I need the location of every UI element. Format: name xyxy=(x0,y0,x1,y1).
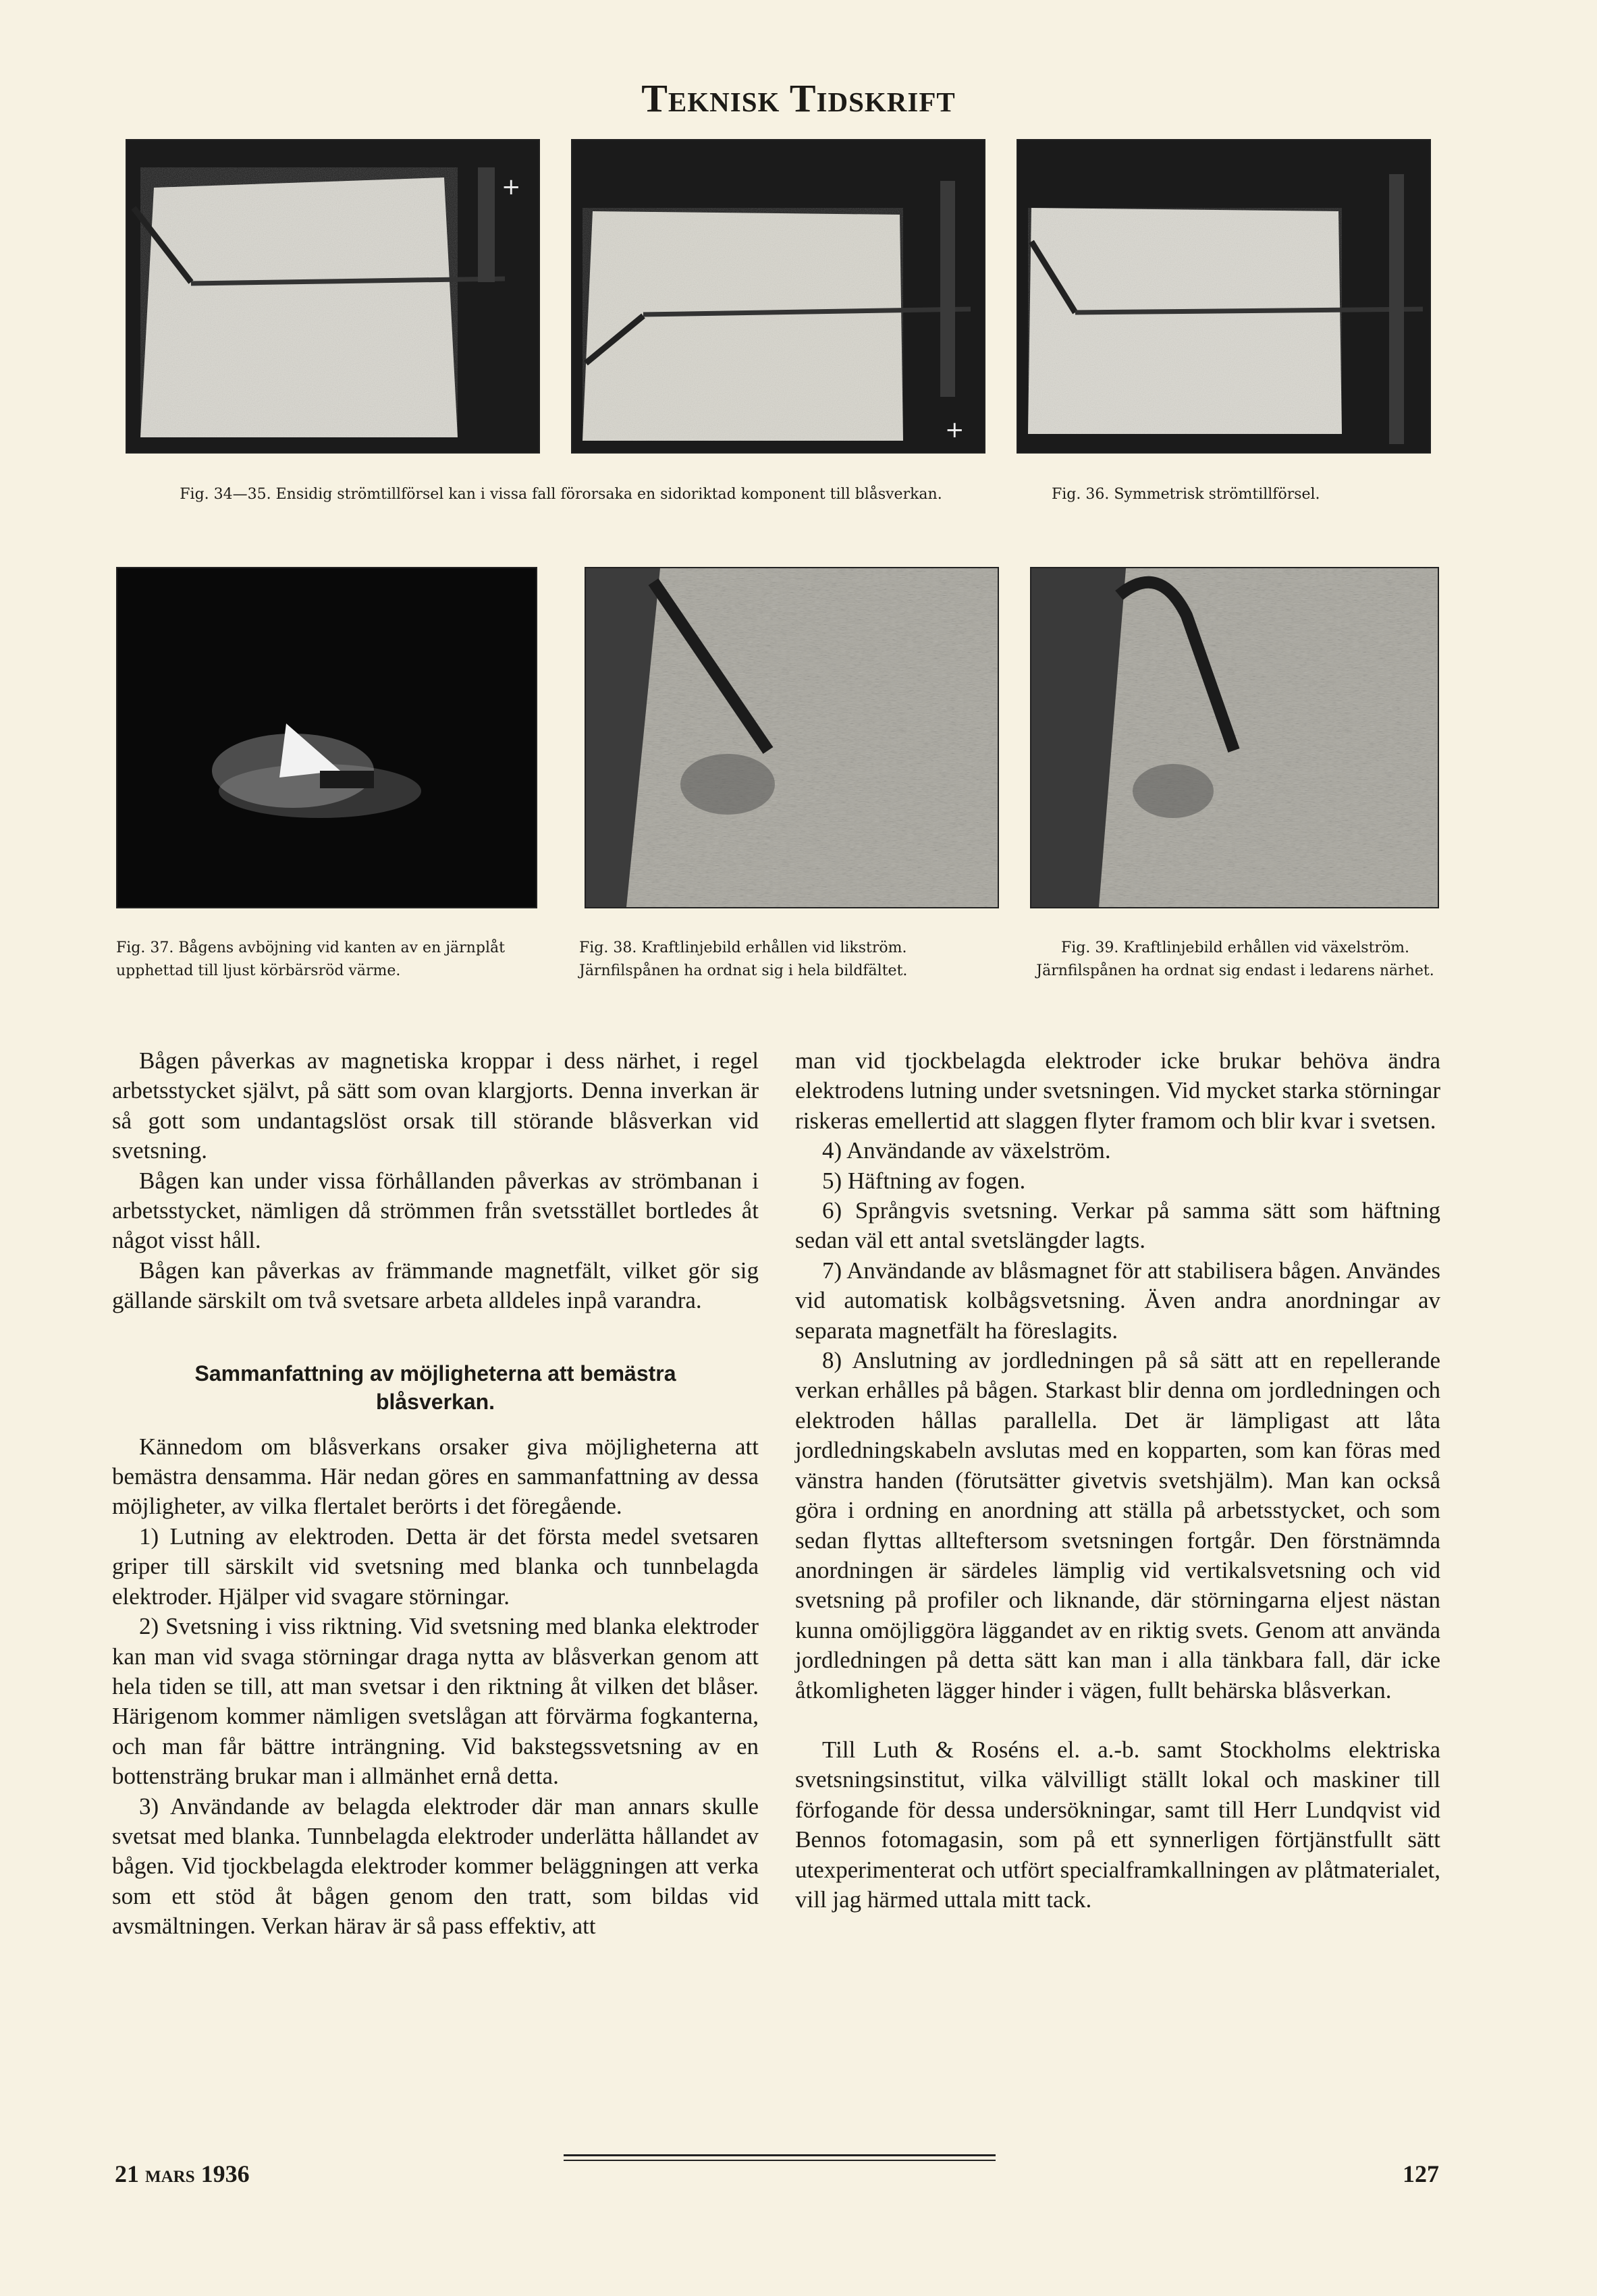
left-column xyxy=(112,1046,759,1942)
caption-fig-38: Fig. 38. Kraftlinjebild erhållen vid likström. Järnfilspånen ha ordnat sig i hela bildfältet. xyxy=(579,939,908,979)
photo-fig-34 xyxy=(126,139,540,454)
list-item: 5) Häftning av fogen. xyxy=(822,1167,1026,1194)
list-item: 1) Lutning av elektroden. Detta är det första medel svetsaren griper till särskilt vid svetsning med blanka och tunnbelagda elektroder. Hjälper vid svagare störningar. xyxy=(112,1523,759,1610)
page-number: 127 xyxy=(1403,2160,1439,2187)
list-item: 8) Anslutning av jordledningen på så sätt att en repellerande verkan erhålles på bågen. Starkast blir denna om jordledningen och elektroden hållas parallella. Det är lämpligast att låta jordledningskabeln avslutas med en kopparten, som kan föras med vänstra handen (förutsätter givetvis svetshjälm). Man kan också göra i ordning en anordning att ställa på arbetsstycket, och som sedan flyttas allteftersom svetsningen fortgår. Den förstnämnda anordningen är särdeles lämplig vid vertikalsvetsning och vid svetsning på profiler och liknande, där störningarna eljest nästan kunna omöjliggöra läggandet av en riktig svets. Genom att använda jordledningen på detta sätt kan man i alla tänkbara fall, där icke åtkomligheten lägger hinder i vägen, fullt behärska blåsverkan. xyxy=(795,1347,1440,1703)
list-item: 6) Språngvis svetsning. Verkar på samma sätt som häftning sedan väl ett antal svetslängder lagts. xyxy=(795,1197,1440,1254)
list-item: 2) Svetsning i viss riktning. Vid svetsning med blanka elektroder kan man vid svaga störningar draga nytta av blåsverkan genom att hela tiden se till, att man svetsar i den riktning åt vilken det blåser. Härigenom kommer nämligen svetslågan att förvärma fogkanterna, och man får bättre inträngning. Vid bakstegssvetsning av en bottensträng brukar man i allmänhet ernå detta. xyxy=(112,1613,759,1790)
svg-text:+: + xyxy=(945,416,965,443)
list-item: 3) Användande av belagda elektroder där man annars skulle svetsat med blanka. Tunnbelagda elektroder underlätta hållandet av bågen. Vid tjockbelagda elektroder kommer beläggningen att verka som ett stöd åt bågen genom den tratt, som bildas vid avsmältningen. Verkan härav är så pass effektiv, att xyxy=(112,1793,759,1940)
caption-fig-39: Fig. 39. Kraftlinjebild erhållen vid växelström. Järnfilspånen ha ordnat sig endast i ledarens närhet. xyxy=(1036,939,1434,979)
svg-text:+: + xyxy=(502,173,521,200)
footer-rule xyxy=(564,2154,996,2156)
paragraph: Bågen kan påverkas av främmande magnetfält, vilket gör sig gällande särskilt om två svetsare arbeta alldeles inpå varandra. xyxy=(112,1257,759,1314)
photo-fig-35 xyxy=(571,139,985,454)
paragraph: Kännedom om blåsverkans orsaker giva möjligheterna att bemästra densamma. Här nedan göres en sammanfattning av dessa möjligheter, av vilka flertalet berörts i det föregående. xyxy=(112,1433,759,1520)
right-column xyxy=(795,1046,1440,1915)
photo-fig-38 xyxy=(585,567,999,908)
list-item: 4) Användande av växelström. xyxy=(822,1137,1111,1164)
photo-fig-37 xyxy=(116,567,537,908)
paragraph: Bågen kan under vissa förhållanden påverkas av strömbanan i arbetsstycket, nämligen då strömmen från svetsstället bortledes åt något visst håll. xyxy=(112,1167,759,1254)
section-heading: Sammanfattning av möjligheterna att bemästra blåsverkan. xyxy=(194,1361,676,1414)
photo-fig-36 xyxy=(1017,139,1431,454)
caption-fig-36: Fig. 36. Symmetrisk strömtillförsel. xyxy=(1052,486,1320,503)
caption-fig-34-35: Fig. 34—35. Ensidig strömtillförsel kan i vissa fall förorsaka en sidoriktad komponent till blåsverkan. xyxy=(180,486,942,503)
list-item: 7) Användande av blåsmagnet för att stabilisera bågen. Användes vid automatisk kolbågsvetsning. Även andra anordningar av separata magnetfält ha föreslagits. xyxy=(795,1257,1440,1344)
acknowledgement: Till Luth & Roséns el. a.-b. samt Stockholms elektriska svetsningsinstitut, vilka välvilligt ställt lokal och maskiner till förfogande för dessa undersökningar, samt till Herr Lundqvist vid Bennos fotomagasin, som på ett synnerligen förtjänstfullt sätt utexperimenterat och utfört specialframkallningen av plåtmaterialet, vill jag härmed uttala mitt tack. xyxy=(795,1736,1440,1913)
paragraph: Bågen påverkas av magnetiska kroppar i dess närhet, i regel arbetsstycket självt, på sätt som ovan klargjorts. Denna inverkan är så gott som undantagslöst orsak till störande blåsverkan vid svetsning. xyxy=(112,1047,759,1164)
photo-fig-39 xyxy=(1030,567,1439,908)
footer-date: 21 mars 1936 xyxy=(115,2160,250,2187)
paragraph: man vid tjockbelagda elektroder icke brukar behöva ändra elektrodens lutning under svetsningen. Vid mycket starka störningar riskeras emellertid att slaggen flyter framom och blir kvar i svetsen. xyxy=(795,1047,1440,1134)
masthead: Teknisk Tidskrift xyxy=(641,76,956,120)
caption-fig-37: Fig. 37. Bågens avböjning vid kanten av en järnplåt upphettad till ljust körbärsröd värme. xyxy=(116,939,505,979)
footer-rule xyxy=(564,2160,996,2161)
